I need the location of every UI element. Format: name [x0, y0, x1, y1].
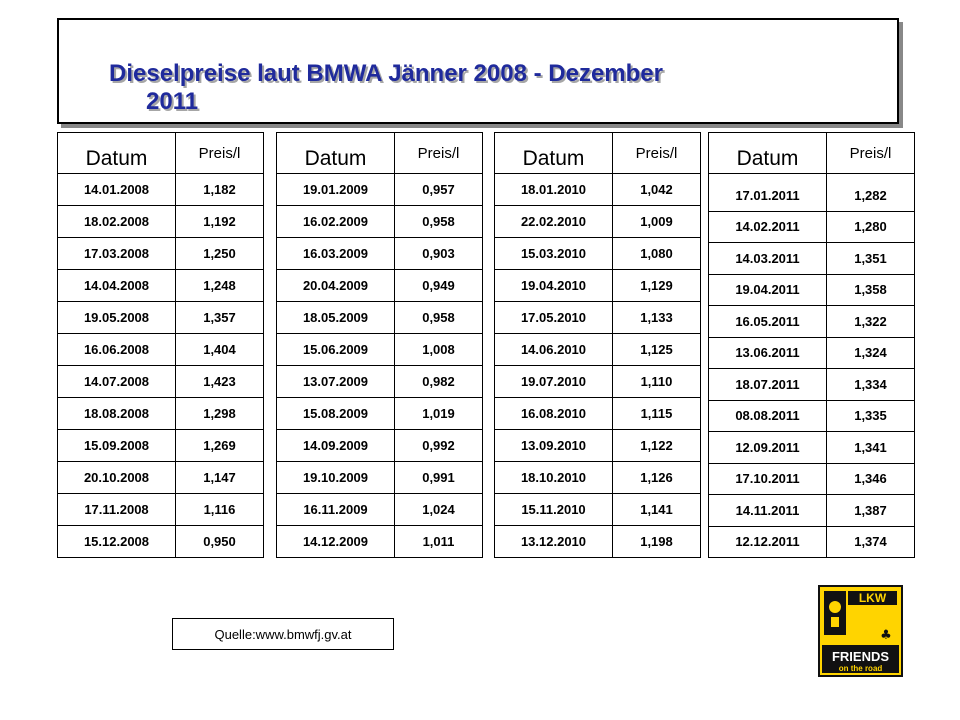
price-table-2010 [494, 132, 701, 558]
cell-date: 13.06.2011 [709, 337, 827, 369]
table-row [495, 238, 701, 270]
cell-price: 1,387 [827, 495, 915, 527]
table-row [277, 526, 483, 558]
cell-date: 17.03.2008 [58, 238, 176, 270]
cell-date: 15.12.2008 [58, 526, 176, 558]
cell-price: 0,982 [395, 366, 483, 398]
cell-price: 1,358 [827, 274, 915, 306]
table-row [495, 526, 701, 558]
cell-price: 1,116 [176, 494, 264, 526]
table-header [277, 133, 483, 174]
cell-date: 13.12.2010 [495, 526, 613, 558]
cell-date: 14.07.2008 [58, 366, 176, 398]
header-datum: Datum [277, 133, 395, 174]
svg-text:♣: ♣ [880, 628, 892, 643]
table-row [277, 238, 483, 270]
cell-price: 1,351 [827, 243, 915, 275]
cell-date: 19.01.2009 [277, 174, 395, 206]
table-row [58, 494, 264, 526]
table-row [709, 432, 915, 464]
table-row [277, 494, 483, 526]
cell-price: 1,322 [827, 306, 915, 338]
cell-price: 1,192 [176, 206, 264, 238]
table-row [277, 302, 483, 334]
table-row [495, 366, 701, 398]
cell-date: 16.11.2009 [277, 494, 395, 526]
table-row [277, 174, 483, 206]
table-row [58, 334, 264, 366]
price-table-2009 [276, 132, 483, 558]
table-row [709, 274, 915, 306]
table-row [495, 270, 701, 302]
cell-date: 14.09.2009 [277, 430, 395, 462]
cell-price: 1,346 [827, 463, 915, 495]
cell-price: 1,335 [827, 400, 915, 432]
cell-price: 1,042 [613, 174, 701, 206]
table-row [709, 337, 915, 369]
cell-price: 0,991 [395, 462, 483, 494]
table-header [58, 133, 264, 174]
logo-tagline-text: on the road [838, 664, 883, 673]
table-row [709, 400, 915, 432]
cell-price: 1,019 [395, 398, 483, 430]
header-datum: Datum [709, 133, 827, 174]
cell-date: 15.09.2008 [58, 430, 176, 462]
cell-date: 18.10.2010 [495, 462, 613, 494]
cell-date: 08.08.2011 [709, 400, 827, 432]
cell-price: 1,374 [827, 526, 915, 558]
cell-date: 14.03.2011 [709, 243, 827, 275]
cell-date: 15.11.2010 [495, 494, 613, 526]
table-row [58, 430, 264, 462]
lkw-friends-logo-icon [818, 585, 903, 677]
cell-date: 16.08.2010 [495, 398, 613, 430]
title-box [57, 18, 899, 124]
cell-price: 1,011 [395, 526, 483, 558]
cell-date: 14.11.2011 [709, 495, 827, 527]
table-row [277, 334, 483, 366]
logo-bottom-text: FRIENDS [831, 649, 890, 664]
cell-price: 0,958 [395, 206, 483, 238]
cell-date: 14.01.2008 [58, 174, 176, 206]
cell-date: 14.12.2009 [277, 526, 395, 558]
cell-date: 15.08.2009 [277, 398, 395, 430]
page-title [109, 60, 829, 116]
table-row [58, 462, 264, 494]
cell-price: 1,110 [613, 366, 701, 398]
cell-date: 20.04.2009 [277, 270, 395, 302]
price-table-2011 [708, 132, 915, 558]
cell-date: 17.11.2008 [58, 494, 176, 526]
cell-date: 16.02.2009 [277, 206, 395, 238]
cell-price: 1,147 [176, 462, 264, 494]
table-row [709, 526, 915, 558]
cell-date: 18.07.2011 [709, 369, 827, 401]
cell-date: 19.05.2008 [58, 302, 176, 334]
cell-price: 0,903 [395, 238, 483, 270]
cell-date: 18.01.2010 [495, 174, 613, 206]
cell-price: 1,024 [395, 494, 483, 526]
cell-date: 17.01.2011 [709, 180, 827, 211]
table-row [495, 494, 701, 526]
table-row [277, 270, 483, 302]
table-row [58, 302, 264, 334]
cell-date: 20.10.2008 [58, 462, 176, 494]
cell-price: 1,198 [613, 526, 701, 558]
cell-date: 16.03.2009 [277, 238, 395, 270]
table-row [495, 462, 701, 494]
cell-date: 19.04.2010 [495, 270, 613, 302]
cell-price: 1,080 [613, 238, 701, 270]
cell-date: 19.04.2011 [709, 274, 827, 306]
table-row [495, 430, 701, 462]
table-header [495, 133, 701, 174]
cell-date: 14.02.2011 [709, 211, 827, 243]
table-row [709, 211, 915, 243]
table-row [495, 334, 701, 366]
source-caption: Quelle:www.bmwfj.gv.at [172, 618, 394, 650]
cell-price: 1,141 [613, 494, 701, 526]
table-row [495, 398, 701, 430]
table-row [709, 306, 915, 338]
cell-date: 16.05.2011 [709, 306, 827, 338]
cell-price: 0,949 [395, 270, 483, 302]
cell-price: 1,269 [176, 430, 264, 462]
cell-price: 1,125 [613, 334, 701, 366]
header-datum: Datum [58, 133, 176, 174]
table-row [58, 398, 264, 430]
cell-price: 0,950 [176, 526, 264, 558]
cell-date: 14.04.2008 [58, 270, 176, 302]
cell-date: 22.02.2010 [495, 206, 613, 238]
table-row [277, 430, 483, 462]
cell-price: 1,126 [613, 462, 701, 494]
cell-price: 1,250 [176, 238, 264, 270]
header-preis: Preis/l [395, 133, 483, 174]
cell-price: 1,324 [827, 337, 915, 369]
cell-date: 18.02.2008 [58, 206, 176, 238]
cell-price: 1,115 [613, 398, 701, 430]
cell-price: 1,122 [613, 430, 701, 462]
table-row [58, 270, 264, 302]
cell-price: 1,357 [176, 302, 264, 334]
table-row [709, 243, 915, 275]
table-row [277, 462, 483, 494]
cell-date: 13.09.2010 [495, 430, 613, 462]
table-row [495, 174, 701, 206]
table-row [58, 366, 264, 398]
header-preis: Preis/l [827, 133, 915, 174]
title-line-2: 2011 [146, 88, 199, 115]
header-preis: Preis/l [613, 133, 701, 174]
cell-price: 0,958 [395, 302, 483, 334]
cell-date: 12.12.2011 [709, 526, 827, 558]
cell-date: 19.07.2010 [495, 366, 613, 398]
cell-price: 1,009 [613, 206, 701, 238]
cell-price: 1,282 [827, 180, 915, 211]
table-row [709, 369, 915, 401]
table-row [58, 174, 264, 206]
cell-price: 1,280 [827, 211, 915, 243]
table-header [709, 133, 915, 174]
table-row [277, 366, 483, 398]
table-row [495, 206, 701, 238]
table-row [58, 238, 264, 270]
cell-price: 0,957 [395, 174, 483, 206]
cell-price: 1,133 [613, 302, 701, 334]
title-line-1: Dieselpreise laut BMWA Jänner 2008 - Dezember [109, 60, 663, 87]
cell-date: 15.06.2009 [277, 334, 395, 366]
cell-price: 1,341 [827, 432, 915, 464]
cell-price: 0,992 [395, 430, 483, 462]
header-preis: Preis/l [176, 133, 264, 174]
table-row [58, 526, 264, 558]
cell-price: 1,129 [613, 270, 701, 302]
cell-date: 18.08.2008 [58, 398, 176, 430]
cell-price: 1,008 [395, 334, 483, 366]
cell-price: 1,298 [176, 398, 264, 430]
table-row [709, 463, 915, 495]
cell-price: 1,404 [176, 334, 264, 366]
table-row [277, 398, 483, 430]
cell-date: 15.03.2010 [495, 238, 613, 270]
cell-date: 18.05.2009 [277, 302, 395, 334]
cell-price: 1,334 [827, 369, 915, 401]
cell-price: 1,182 [176, 174, 264, 206]
header-datum: Datum [495, 133, 613, 174]
price-table-2008 [57, 132, 264, 558]
cell-date: 17.10.2011 [709, 463, 827, 495]
table-row [277, 206, 483, 238]
table-row [709, 495, 915, 527]
cell-date: 17.05.2010 [495, 302, 613, 334]
cell-date: 14.06.2010 [495, 334, 613, 366]
table-row [709, 180, 915, 211]
table-row [58, 206, 264, 238]
cell-date: 16.06.2008 [58, 334, 176, 366]
cell-date: 13.07.2009 [277, 366, 395, 398]
cell-price: 1,248 [176, 270, 264, 302]
logo-top-text: LKW [858, 591, 887, 605]
cell-price: 1,423 [176, 366, 264, 398]
cell-date: 19.10.2009 [277, 462, 395, 494]
cell-date: 12.09.2011 [709, 432, 827, 464]
table-row [495, 302, 701, 334]
